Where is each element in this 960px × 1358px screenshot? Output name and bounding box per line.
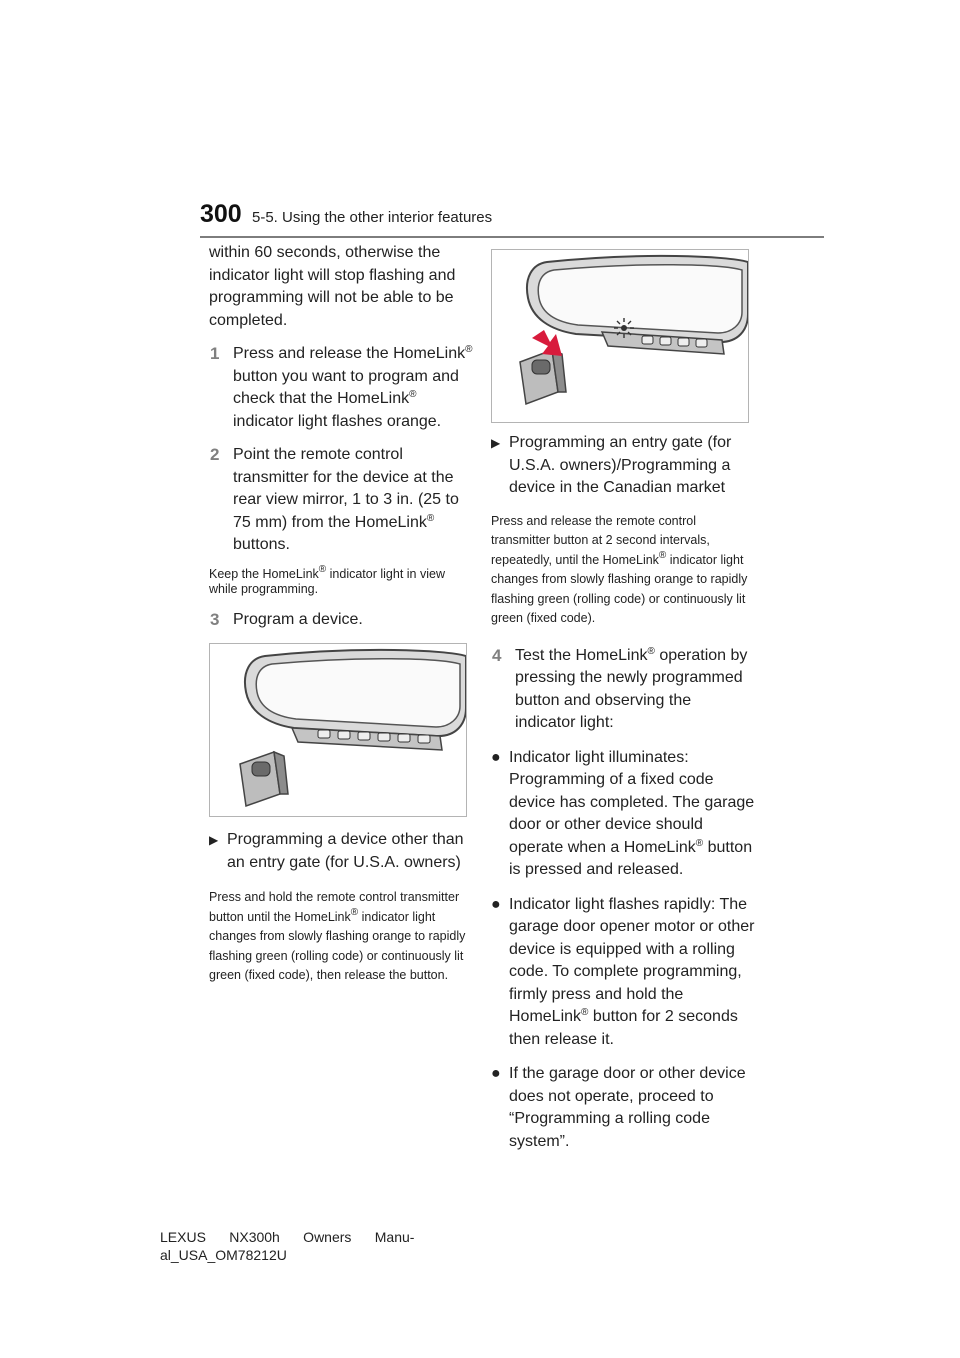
page-footer [160, 1228, 460, 1264]
step-2-note: Keep the HomeLink® indicator light in view while programming. [209, 563, 445, 596]
sub-heading-other-device: ▶ Programming a device other than an entry gate (for U.S.A. owners) [209, 831, 464, 871]
section-title: 5-5. Using the other interior features [252, 209, 493, 226]
step-number: 3 [210, 609, 220, 629]
homelink-button-icon [358, 732, 370, 740]
bullet-icon: ● [491, 748, 501, 766]
step-number: 4 [492, 645, 502, 665]
bullet-icon: ● [491, 1065, 501, 1082]
homelink-button-icon [418, 735, 430, 743]
homelink-button-icon [678, 338, 689, 346]
step-number: 1 [210, 344, 220, 363]
homelink-button-icon [660, 337, 671, 345]
homelink-button-icon [696, 339, 707, 347]
footer-manual-name: LEXUS NX300h Owners Manu- [160, 1229, 415, 1245]
right-column [491, 249, 755, 1153]
bullet-icon: ● [491, 895, 501, 913]
rear-view-mirror-illustration [210, 644, 466, 816]
remote-transmitter-icon [520, 350, 566, 404]
bullet-not-operating: ● If the garage door or other device does not operate, proceed to “Programming a rolling code system”. [491, 1065, 746, 1150]
footer-manual-code: al_USA_OM78212U [160, 1247, 287, 1263]
remote-transmitter-icon [240, 752, 288, 806]
homelink-button-icon [318, 730, 330, 738]
left-column [209, 242, 473, 986]
step-3: 3 Program a device. [209, 609, 473, 632]
sub1-description: Press and hold the remote control transmitter button until the HomeLink® indicator light changes from slowly flashing orange to rapidly flashing green (rolling code) or continuously lit green (fixed code), then release the button. [209, 890, 466, 982]
bullet-fixed-code: ● Indicator light illuminates: Programming of a fixed code device has completed. The garage door or other device should operate when a HomeLink® button is pressed and released. [491, 748, 755, 878]
homelink-button-icon [338, 731, 350, 739]
bullet-rolling-code: ● Indicator light flashes rapidly: The garage door opener motor or other device is equipped with a rolling code. To complete programming, firmly press and hold the HomeLink® button for 2 seconds then release it. [491, 895, 755, 1048]
intro-paragraph: within 60 seconds, otherwise the indicator light will stop flashing and programming will not be able to be completed. [209, 244, 456, 329]
triangle-icon: ▶ [209, 833, 219, 847]
step-2: 2 Point the remote control transmitter for the device at the rear view mirror, 1 to 3 in. (25 to 75 mm) from the HomeLink® buttons. [210, 445, 459, 553]
step-4: 4 Test the HomeLink® operation by pressing the newly programmed button and observing the indicator light: [492, 645, 748, 731]
step-1: 1 Press and release the HomeLink® button you want to program and check that the HomeLink® indicator light flashes orange. [210, 344, 473, 430]
step-number: 2 [210, 445, 220, 464]
page-number: 300 [200, 200, 242, 228]
page-header [200, 200, 824, 238]
press-arrow-icon [532, 330, 562, 356]
mirror-illustration-1 [209, 643, 467, 817]
mirror-illustration-2 [491, 249, 749, 423]
rear-view-mirror-illustration [492, 250, 748, 422]
homelink-button-icon [378, 733, 390, 741]
sub2-description: Press and release the remote control transmitter button at 2 second intervals, repeatedly, until the HomeLink® indicator light changes from slowly flashing orange to rapidly flashing green (rolling code) or continuously lit green (fixed code). [491, 513, 748, 625]
homelink-button-icon [642, 336, 653, 344]
triangle-icon: ▶ [491, 436, 501, 450]
homelink-button-icon [398, 734, 410, 742]
sub-heading-entry-gate: ▶ Programming an entry gate (for U.S.A. owners)/Programming a device in the Canadian market [491, 434, 732, 496]
indicator-light-flash-icon [614, 318, 634, 338]
